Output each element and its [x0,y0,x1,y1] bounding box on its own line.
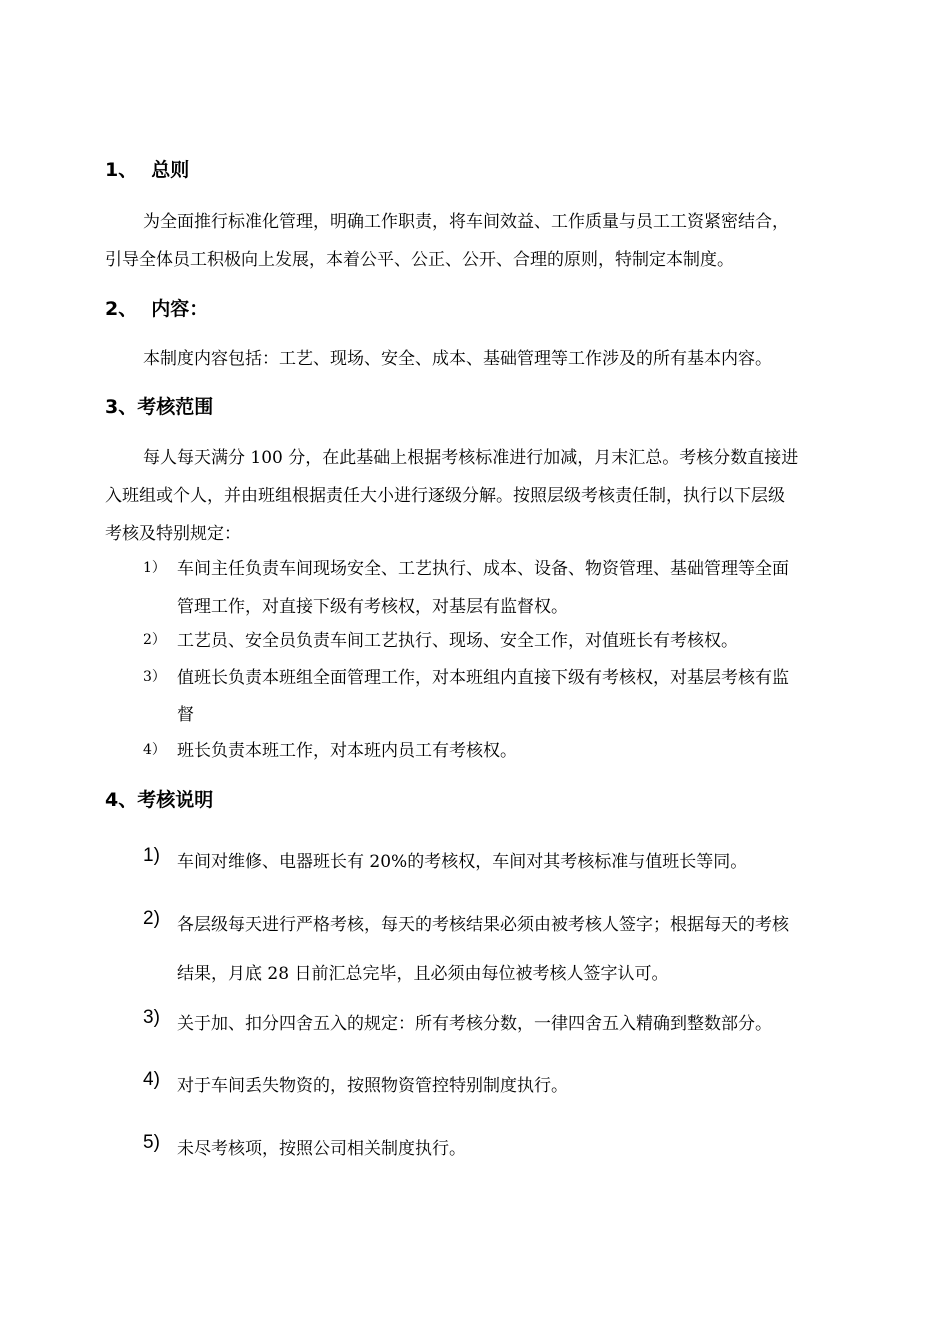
section-4-item-3-line-1: 关于加、扣分四舍五入的规定：所有考核分数，一律四舍五入精确到整数部分。 [177,1014,772,1034]
section-4-item-2-number: 2) [143,908,160,929]
section-3-body-line-2: 入班组或个人，并由班组根据责任大小进行逐级分解。按照层级考核责任制，执行以下层级 [105,486,785,506]
section-1-number: 1、 [105,159,138,181]
section-4-item-1-number: 1) [143,845,160,866]
section-3-item-2-number: 2） [143,632,166,648]
section-4-heading: 4、考核说明 [105,789,214,811]
section-4-item-4-line-1: 对于车间丢失物资的，按照物资管控特别制度执行。 [177,1076,568,1096]
section-3-item-3-line-1: 值班长负责本班组全面管理工作，对本班组内直接下级有考核权，对基层考核有监 [177,668,789,688]
section-3-body-line-3: 考核及特别规定： [105,524,241,544]
section-4-item-3-number: 3) [143,1007,160,1028]
section-1-body-line-1: 为全面推行标准化管理，明确工作职责，将车间效益、工作质量与员工工资紧密结合， [143,212,789,232]
section-1-title: 总则 [151,159,190,181]
section-3-item-4-number: 4） [143,742,166,758]
section-3-item-2-line-1: 工艺员、安全员负责车间工艺执行、现场、安全工作，对值班长有考核权。 [177,631,738,651]
section-2-heading [105,294,208,321]
section-4-item-2-line-2: 结果，月底 28 日前汇总完毕，且必须由每位被考核人签字认可。 [177,964,669,984]
section-3-item-3-line-2: 督 [177,705,194,725]
section-3-item-1-line-2: 管理工作，对直接下级有考核权，对基层有监督权。 [177,597,568,617]
section-3-body-line-1: 每人每天满分 100 分，在此基础上根据考核标准进行加减，月末汇总。考核分数直接进 [143,448,799,468]
section-3-heading: 3、考核范围 [105,396,214,418]
section-1-heading [105,155,189,182]
section-1-body-line-2: 引导全体员工积极向上发展，本着公平、公正、公开、合理的原则，特制定本制度。 [105,250,734,270]
section-4-item-2-line-1: 各层级每天进行严格考核，每天的考核结果必须由被考核人签字；根据每天的考核 [177,915,789,935]
section-4-item-5-line-1: 未尽考核项，按照公司相关制度执行。 [177,1139,466,1159]
section-3-item-1-number: 1） [143,560,166,576]
section-2-title: 内容： [151,298,209,320]
section-4-item-1-line-1: 车间对维修、电器班长有 20%的考核权，车间对其考核标准与值班长等同。 [177,852,748,872]
section-2-number: 2、 [105,298,138,320]
section-4-item-5-number: 5) [143,1132,160,1153]
section-3-item-3-number: 3） [143,669,166,685]
section-3-item-1-line-1: 车间主任负责车间现场安全、工艺执行、成本、设备、物资管理、基础管理等全面 [177,559,789,579]
section-2-body: 本制度内容包括：工艺、现场、安全、成本、基础管理等工作涉及的所有基本内容。 [143,349,772,369]
section-3-item-4-line-1: 班长负责本班工作，对本班内员工有考核权。 [177,741,517,761]
section-4-item-4-number: 4) [143,1069,160,1090]
